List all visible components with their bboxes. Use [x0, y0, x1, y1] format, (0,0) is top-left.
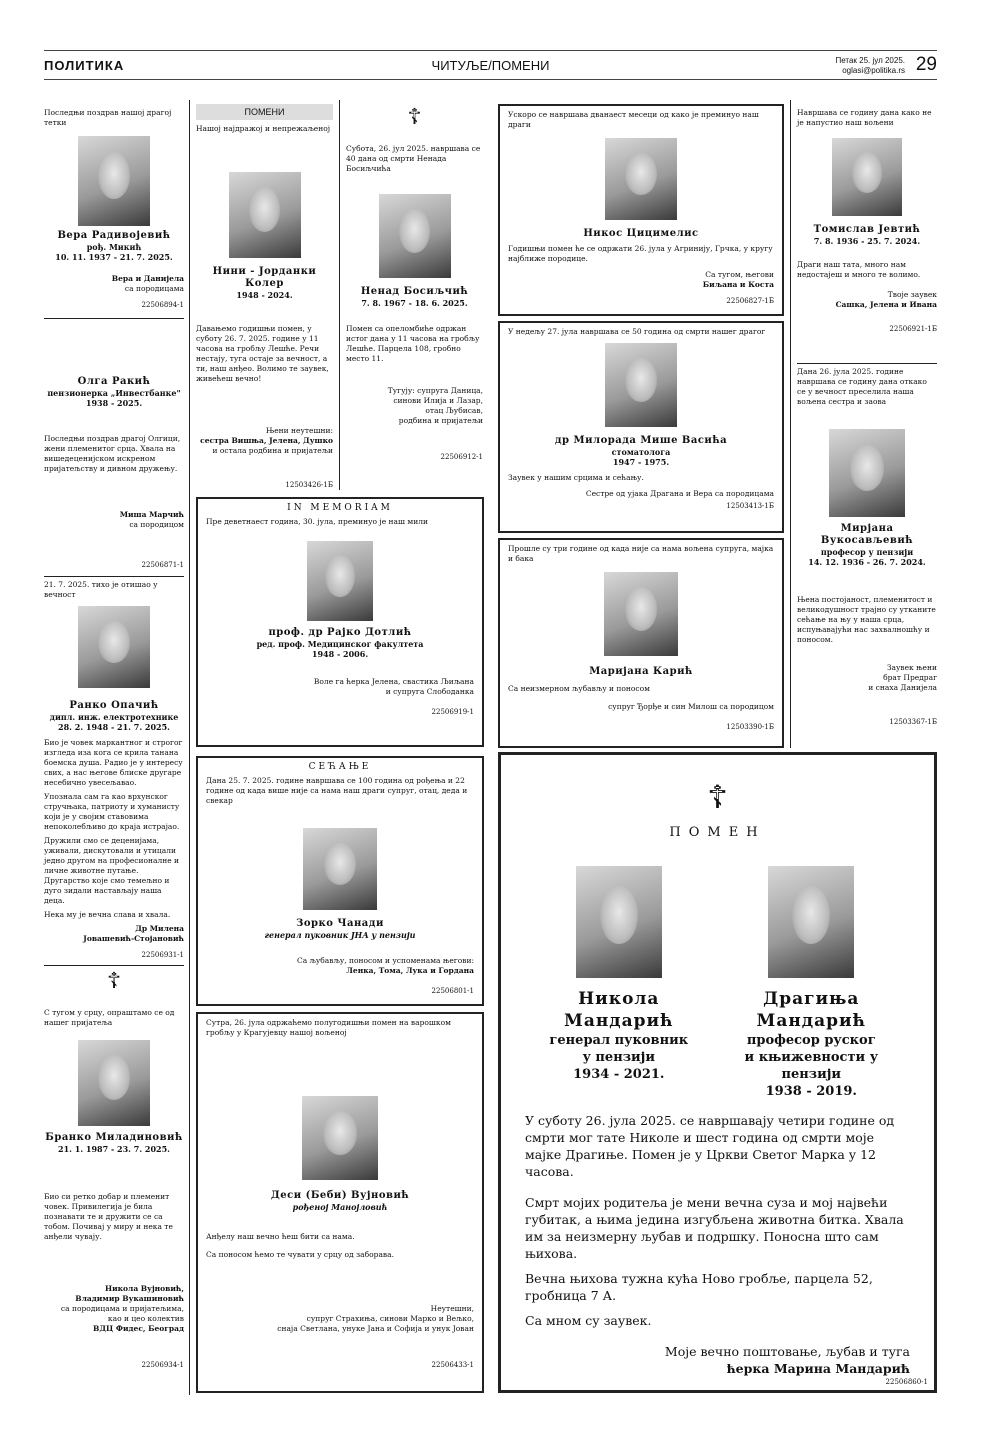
notice-text: Заувек у нашим срцима и сећању.: [508, 473, 644, 482]
section-title: ЧИТУЉЕ/ПОМЕНИ: [431, 58, 550, 73]
signature: Твоје заувек: [887, 290, 937, 299]
couple-row: [525, 866, 910, 1100]
portrait-photo: [604, 572, 678, 656]
portrait-photo: [605, 343, 677, 427]
deceased-name: Олга Ракић: [77, 376, 151, 387]
signature: синови Илија и Лазар,: [393, 396, 483, 405]
notice-nini: [196, 104, 333, 490]
page-number: 29: [915, 54, 937, 75]
signature: Ленка, Тома, Лука и Гордана: [346, 966, 474, 975]
deceased-title: професор руског: [746, 1033, 876, 1048]
notice-text: Драги наш тата, много нам недостајеш и много те волимо.: [797, 260, 921, 279]
deceased-dates: 1934 - 2021.: [573, 1067, 665, 1082]
cross-icon: ☦: [106, 969, 122, 994]
notice-intro: 21. 7. 2025. тихо је отишао у вечност: [44, 580, 158, 599]
notice-pomen-mandaric: [498, 752, 937, 1393]
signature: Воле га ћерка Јелена, свастика Љиљана: [313, 677, 474, 686]
ad-code: 12503413-1Б: [726, 502, 774, 510]
signature: родбина и пријатељи: [398, 416, 483, 425]
page-header: [44, 50, 937, 80]
ad-code: 22506934-1: [141, 1361, 184, 1369]
deceased-dates: 1938 - 2019.: [765, 1084, 857, 1099]
signature: супруг Ђорђе и син Милош са породицом: [608, 702, 774, 711]
deceased-name: Мандарић: [564, 1011, 674, 1031]
signature: и супруга Слободанка: [385, 687, 474, 696]
deceased-name: Мирјана: [840, 523, 894, 534]
signature: Биљана и Коста: [702, 280, 774, 289]
signature: са породицама и пријатељима,: [60, 1304, 184, 1313]
deceased-dates: 28. 2. 1948 - 21. 7. 2025.: [58, 722, 170, 732]
notice-intro: Дана 25. 7. 2025. године навршава се 100 година од рођења и 22 године од када више није са нама наш драги супруг, отац, деда и свекар: [206, 776, 468, 805]
portrait-photo: [379, 194, 451, 278]
signature: Са тугом, његови: [705, 270, 774, 279]
signature: Заувек њени: [886, 663, 937, 672]
notice-intro: Сутра, 26. јула одржаћемо полугодишњи помен на варошком гробљу у Крагујевцу нашој вољеној: [206, 1018, 451, 1037]
deceased-name: Томислав Јевтић: [813, 224, 921, 235]
notice-nikos: [498, 104, 784, 316]
ad-code: 22506801-1: [431, 987, 474, 995]
notice-text: Нека му је вечна слава и хвала.: [44, 910, 171, 919]
deceased-dates: 1948 - 2024.: [236, 290, 293, 300]
deceased-dates: 1948 - 2006.: [311, 649, 369, 659]
column-divider: [189, 100, 190, 1395]
deceased-born: рођеној Манојловић: [292, 1202, 388, 1212]
signature: Владимир Вукашиновић: [75, 1294, 184, 1303]
notice-intro: Прошле су три године од када није са нама вољена супруга, мајка и бака: [508, 544, 774, 563]
signature: и остала родбина и пријатељи: [212, 446, 333, 455]
signature: сестра Вишња, Јелена, Душко: [200, 436, 333, 445]
notice-text: У суботу 26. јула 2025. се навршавају четири године од смрти мог тате Николе и шест година од смрти моје мајке Драгиње. Помен је у Цркви Светог Марка у 12 часова.: [525, 1113, 895, 1179]
deceased-title: пензионерка „Инвестбанке": [47, 388, 181, 398]
header-date: [835, 56, 905, 76]
notice-olga: [44, 376, 184, 570]
deceased-name: Никола: [578, 989, 660, 1009]
notice-intro: Последњи поздрав нашој драгој тетки: [44, 108, 172, 127]
notice-text: Дружили смо се деценијама, уживали, дискутовали и утицали једно другом на професионалне и личне животне путање. Другарство које смо темељно и дуго зидали настављају наша деца.: [44, 836, 180, 905]
deceased-name: Ранко Опачић: [69, 700, 159, 711]
deceased-title: стоматолога: [611, 447, 671, 457]
notice-text: Упознала сам га као врхунског стручњака, патриоту и хуманисту који је у својим ставовима непоколебљиво до краја истрајао.: [44, 792, 180, 831]
notice-desi: [196, 1012, 484, 1393]
portrait-photo: [78, 606, 150, 688]
portrait-photo: [302, 1096, 378, 1180]
deceased-dates: 10. 11. 1937 - 21. 7. 2025.: [55, 252, 173, 262]
portrait-photo: [832, 138, 902, 216]
deceased-name: Мандарић: [756, 1011, 867, 1031]
deceased-name: проф. др Рајко Дотлић: [268, 627, 412, 638]
deceased-dates: 1947 - 1975.: [612, 457, 670, 467]
cross-icon: ☦: [707, 778, 728, 816]
notice-nenad: [346, 106, 483, 462]
signature: Са љубављу, поносом и успоменама његови:: [296, 956, 474, 965]
notice-tomislav: [797, 108, 937, 334]
notice-text: Годишњи помен ће се одржати 26. јула у Агринију, Грчка, у кругу најближе породице.: [508, 244, 773, 263]
newspaper-logo: ПОЛИТИКА: [44, 58, 125, 73]
notice-header: ПОМЕН: [669, 825, 766, 840]
signature: отац Љубисав,: [425, 406, 483, 415]
portrait-photo: [829, 429, 905, 517]
signature: Миша Марчић: [119, 510, 184, 519]
portrait-photo: [576, 866, 662, 978]
deceased-name: Вукосављевић: [820, 535, 914, 546]
notice-header: СЕЋАЊЕ: [308, 762, 372, 772]
ad-code: 22506860-1: [885, 1378, 928, 1386]
signature: Њени неутешни:: [265, 426, 333, 435]
deceased-dates: 14. 12. 1936 - 26. 7. 2024.: [808, 557, 926, 567]
deceased-name: Зорко Чанади: [296, 918, 384, 929]
signature: Вера и Данијела: [111, 274, 184, 283]
signature: Сестре од ујака Драгана и Вера са породицама: [585, 489, 774, 498]
ad-code: 12503426-1Б: [285, 481, 333, 489]
notice-text: Последњи поздрав драгој Олгици, жени племенитог срца. Хвала на вишедеценијском искреном пријатељству и дивном дружењу.: [44, 434, 181, 473]
deceased-title: дипл. инж. електротехнике: [49, 712, 179, 722]
notice-intro: Дана 26. јула 2025. године навршава се годину дана откако се у вечност преселила наша вољена сестра и заова: [797, 367, 927, 406]
signature: као и цео колектив: [107, 1314, 184, 1323]
notice-intro: У недељу 27. јула навршава се 50 година од смрти нашег драгог: [508, 327, 766, 336]
signature: са породицама: [124, 284, 184, 293]
deceased-name: др Милорада Мише Васића: [554, 435, 728, 446]
deceased-name: Драгиња: [763, 989, 860, 1009]
ad-code: 22506919-1: [431, 708, 474, 716]
column-divider: [339, 100, 340, 490]
ad-code: 22506931-1: [141, 951, 184, 959]
portrait-photo: [303, 828, 377, 910]
ad-code: 22506433-1: [431, 1361, 474, 1369]
deceased-title: професор у пензији: [820, 547, 914, 557]
notice-branko: [44, 970, 184, 1370]
portrait-photo: [307, 541, 373, 621]
portrait-photo: [768, 866, 854, 978]
notice-milorad: [498, 321, 784, 533]
deceased-name: Нини - Јорданки: [212, 266, 317, 277]
date-text: Петак 25. јул 2025.: [835, 56, 905, 65]
signature: Никола Вујновић,: [104, 1284, 184, 1293]
notice-text: Са мном су заувек.: [525, 1313, 652, 1328]
notice-intro: С тугом у срцу, опраштамо се од нашег пријатеља: [44, 1008, 175, 1027]
deceased-dates: 7. 8. 1936 - 25. 7. 2024.: [813, 236, 921, 246]
notice-text: Давањемо годишњи помен, у суботу 26. 7. 2025. године у 11 часова на гробљу Лешће. Речи нестају, туга остаје за вечност, а ти, наш анђео. Волимо те заувек, живећеш вечно!: [196, 324, 329, 383]
notice-vera: [44, 108, 184, 310]
notice-text: Вечна њихова тужна кућа Ново гробље, парцела 52, гробница 7 А.: [525, 1271, 873, 1303]
signature: Сашка, Јелена и Ивана: [835, 300, 937, 309]
portrait-photo: [605, 138, 677, 220]
portrait-photo: [229, 172, 301, 258]
person-dragina: [713, 866, 910, 1100]
ad-code: 22506871-1: [141, 561, 184, 569]
portrait-photo: [78, 1040, 150, 1126]
notice-text: Њена постојаност, племенитост и великодушност трајно су утканите сећање на њу у наша срца, испуњавајући нас захвалношћу и поносом.: [797, 595, 936, 644]
portrait-photo: [78, 136, 150, 226]
signature: Тугују: супруга Даница,: [387, 386, 483, 395]
ad-code: 22506827-1Б: [726, 297, 774, 305]
deceased-name: Маријана Карић: [589, 666, 693, 677]
cross-icon: ☦: [407, 105, 422, 130]
deceased-title: генерал пуковник: [549, 1033, 689, 1048]
notice-marijana: [498, 538, 784, 748]
signature: супруг Страхиња, синови Марко и Вељко,: [306, 1314, 474, 1323]
notice-intro: Ускоро се навршава дванаест месеци од како је преминуо наш драги: [508, 110, 759, 129]
divider: [44, 318, 184, 319]
signature: и снаха Данијела: [868, 683, 937, 692]
notice-text: Са поносом ћемо те чувати у срцу од заборава.: [206, 1250, 395, 1259]
notice-text: Анђелу наш вечно ћеш бити са нама.: [206, 1232, 355, 1241]
notice-intro: Субота, 26. јул 2025. навршава се 40 дана од смрти Ненада Босиљчића: [346, 144, 481, 173]
notice-text: Био си ретко добар и племенит човек. Привилегија је била познавати те и дружити се са тобом. Почивај у миру и нека те анђели чувају.: [44, 1192, 173, 1241]
section-tab: ПОМЕНИ: [196, 104, 333, 120]
column-divider: [790, 100, 791, 748]
notice-text: Помен са опеломбиће одржан истог дана у 11 часова на гробљу Лешће. Парцела 108, гробно место 11.: [346, 324, 480, 363]
notice-intro: Нашој најдражој и непрежаљеној: [196, 124, 331, 133]
signature: са породицом: [129, 520, 184, 529]
ad-code: 12503367-1Б: [889, 718, 937, 726]
notice-memoriam: [196, 497, 484, 747]
deceased-name: Никос Цицимелис: [583, 228, 699, 239]
deceased-title: у пензији: [582, 1050, 655, 1065]
deceased-name: Колер: [245, 278, 284, 289]
signature: ВДЦ Фидес, Београд: [93, 1324, 184, 1333]
ad-code: 22506921-1Б: [889, 325, 937, 333]
deceased-title: и књижевности у пензији: [744, 1050, 879, 1082]
email-link[interactable]: oglasi@politika.rs: [842, 66, 905, 75]
notice-intro: Навршава се годину дана како не је напустио наш вољени: [797, 108, 932, 127]
signature: Др Милена: [135, 924, 184, 933]
divider: [44, 965, 184, 966]
signature: Јовашевић-Стојановић: [83, 934, 184, 943]
deceased-name: Бранко Миладиновић: [45, 1132, 183, 1143]
signature: ћерка Марина Мандарић: [726, 1361, 910, 1376]
notice-text: Смрт мојих родитеља је мени вечна суза и мој највећи губитак, а њима једина изгубљена животна битка. Хвала им за неизмерну љубав и подршку. Поносна што сам њихова.: [525, 1195, 904, 1261]
notice-header: IN MEMORIAM: [287, 503, 393, 513]
deceased-dates: 1938 - 2025.: [85, 398, 143, 408]
person-nikola: [525, 866, 713, 1100]
notice-intro: Пре деветнаест година, 30. јула, преминуо је наш мили: [206, 517, 428, 526]
notice-secanje: [196, 756, 484, 1006]
signature: брат Предраг: [883, 673, 937, 682]
signature: снаја Светлана, унуке Јана и Софија и унук Јован: [277, 1324, 474, 1333]
signature: Неутешни,: [430, 1304, 474, 1313]
ad-code: 12503390-1Б: [726, 723, 774, 731]
ad-code: 22506912-1: [440, 453, 483, 461]
notice-mirjana: [797, 367, 937, 727]
divider: [44, 576, 184, 577]
deceased-dates: 21. 1. 1987 - 23. 7. 2025.: [58, 1144, 170, 1154]
deceased-name: Ненад Босиљчић: [360, 286, 469, 297]
notice-text: Био је човек маркантног и строгог изгледа иза кога се крила танана боемска душа. Радио је у интересу свих, а нас његове блиске другаре несебично увесељавао.: [44, 738, 183, 787]
notice-text: Са неизмерном љубављу и поносом: [508, 684, 650, 693]
deceased-name: Вера Радивојевић: [57, 230, 171, 241]
deceased-name: Деси (Беби) Вујновић: [270, 1190, 410, 1201]
signature: Моје вечно поштовање, љубав и туга: [664, 1344, 910, 1359]
ad-code: 22506894-1: [141, 301, 184, 309]
deceased-born: рођ. Микић: [86, 242, 142, 252]
divider: [797, 363, 937, 364]
deceased-title: ред. проф. Медицинског факултета: [256, 639, 424, 649]
deceased-dates: 7. 8. 1967 - 18. 6. 2025.: [361, 298, 468, 308]
notice-ranko: [44, 580, 184, 960]
deceased-title: генерал пуковник ЈНА у пензији: [264, 930, 416, 940]
